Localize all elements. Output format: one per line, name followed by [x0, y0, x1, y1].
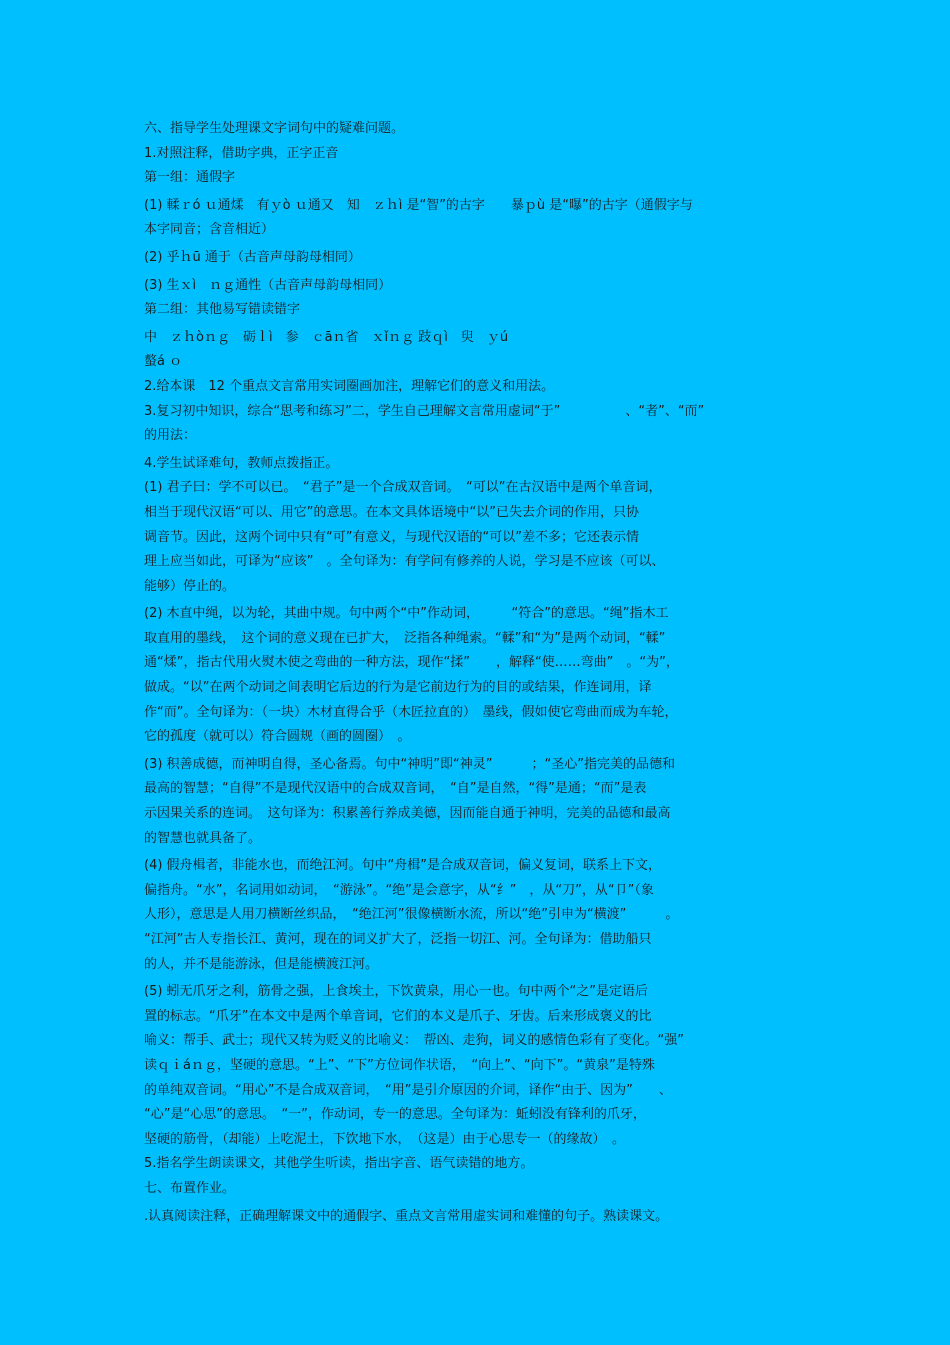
- text-line: 读ｑｉáｎｇ，坚硬的意思。“上”、“下”方位词作状语， “向上”、“向下”。“黄泉”是特殊: [144, 1057, 655, 1073]
- text-line: 取直用的墨线， 这个词的意义现在已扩大， 泛指各种绳索。“輮”和“为”是两个动词，“輮”: [144, 630, 666, 646]
- text-line: 坚硬的筋骨，（却能）上吃泥土，下饮地下水， （这是）由于心思专一（的缘故） 。: [144, 1131, 626, 1147]
- text-line: 相当于现代汉语“可以、用它”的意思。在本文具体语境中“以”已失去介词的作用，只协: [144, 504, 639, 520]
- text-line: 通“煣”，指古代用火熨木使之弯曲的一种方法，现作“揉” ，解释“使……弯曲” 。“为”，: [144, 655, 679, 671]
- text-line: “江河”古人专指长江、黄河，现在的词义扩大了，泛指一切江、河。全句译为：借助船只: [144, 932, 652, 947]
- text-line: 第一组：通假字: [144, 170, 236, 186]
- text-line: 调音节。因此，这两个词中只有“可”有意义，与现代汉语的“可以”差不多；它还表示情: [144, 529, 639, 545]
- text-line: (2) 木直中绳，以为轮，其曲中规。句中两个“中”作动词， “符合”的意思。“绳”指木工: [144, 606, 669, 622]
- text-line: 的人，并不是能游泳，但是能横渡江河。: [144, 956, 379, 972]
- text-line: 喻义：帮手、武士；现代又转为贬义的比喻义： 帮凶、走狗，词义的感情色彩有了变化。“强”: [144, 1033, 684, 1049]
- text-line: (5) 蚓无爪牙之利，筋骨之强，上食埃土，下饮黄泉，用心一也。句中两个“之”是定语后: [144, 984, 649, 1000]
- text-line: 作“而”。全句译为：（一块）木材直得合乎（木匠拉直的） 墨线，假如使它弯曲而成为车轮，: [144, 704, 678, 720]
- text-line: 螯á ｏ: [144, 354, 183, 370]
- text-line: (3) 积善成德，而神明自得，圣心备焉。句中“神明”即“神灵” ；“圣心”指完美的品德和: [144, 756, 675, 772]
- text-line: 3.复习初中知识，综合“思考和练习”二，学生自己理解文言常用虚词“于” 、“者”、“而”: [144, 403, 705, 419]
- text-line: 第二组：其他易写错读错字: [144, 302, 301, 318]
- text-line: 中 ｚｈòｎｇ 砺ｌì 参 ｃāｎ省 ｘǐｎｇ 跂ｑì 臾 ｙú: [144, 329, 509, 345]
- text-line: 最高的智慧；“自得”不是现代汉语中的合成双音词， “自”是自然，“得”是通；“而”是表: [144, 781, 647, 797]
- text-line: (1) 輮ｒó ｕ通煣 有ｙò ｕ通又 知 ｚｈì 是“智”的古字 暴ｐù 是“曝”的古字（通假字与: [144, 197, 693, 213]
- text-line: (3) 生ｘì ｎｇ通性（古音声母韵母相同）: [144, 277, 392, 293]
- lesson-text: [144, 117, 814, 1229]
- text-line: 能够）停止的。: [144, 578, 236, 594]
- text-line: 1.对照注释，借助字典，正字正音: [144, 145, 339, 161]
- text-line: (2) 乎ｈū 通于（古音声母韵母相同）: [144, 249, 361, 265]
- text-line: 理上应当如此，可译为“应该” 。全句译为：有学问有修养的人说，学习是不应该（可以、: [144, 554, 665, 570]
- text-line: “心”是“心思”的意思。 “一”，作动词，专一的意思。全句译为：蚯蚓没有锋利的爪牙，: [144, 1107, 646, 1123]
- text-line: 示因果关系的连词。 这句译为：积累善行养成美德，因而能自通于神明，完美的品德和最高: [144, 806, 671, 822]
- text-line: .认真阅读注释，正确理解课文中的通假字、重点文言常用虚实词和难懂的句子。熟读课文。: [144, 1208, 669, 1224]
- text-line: 它的孤度（就可以）符合圆规（画的圆圈） 。: [144, 729, 411, 745]
- text-line: 4.学生试译难句，教师点拨指正。: [144, 455, 339, 471]
- text-line: 2.给本课 12 个重点文言常用实词圈画加注，理解它们的意义和用法。: [144, 378, 555, 394]
- text-line: 本字同音；含音相近）: [144, 222, 275, 238]
- text-line: 5.指名学生朗读课文，其他学生听读，指出字音、语气读错的地方。: [144, 1156, 534, 1172]
- text-line: 做成。“以”在两个动词之间表明它后边的行为是它前边行为的目的或结果，作连词用，译: [144, 680, 652, 696]
- section-heading: 六、指导学生处理课文字词句中的疑难问题。: [144, 121, 405, 136]
- text-line: (1) 君子曰：学不可以已。 “君子”是一个合成双音词。 “可以”在古汉语中是两个单音词，: [144, 480, 662, 496]
- text-line: 的智慧也就具备了。: [144, 830, 262, 846]
- text-line: 人形），意思是人用刀横断丝织品， “绝江河”很像横断水流，所以“绝”引申为“横渡” 。: [144, 907, 679, 923]
- text-line: 置的标志。“爪牙”在本文中是两个单音词，它们的本义是爪子、牙齿。后来形成褒义的比: [144, 1008, 652, 1024]
- text-line: 的单纯双音词。“用心”不是合成双音词， “用”是引介原因的介词，译作“由于、因为” 、: [144, 1082, 672, 1098]
- section-heading: 七、布置作业。: [144, 1180, 236, 1196]
- text-line: 偏指舟。“水”，名词用如动词， “游泳”。“绝”是会意字，从“纟” ，从“刀”，从“卩”（象: [144, 882, 654, 898]
- text-line: (4) 假舟楫者，非能水也，而绝江河。句中“舟楫”是合成双音词，偏义复词，联系上下文，: [144, 858, 662, 874]
- text-line: 的用法：: [144, 428, 197, 444]
